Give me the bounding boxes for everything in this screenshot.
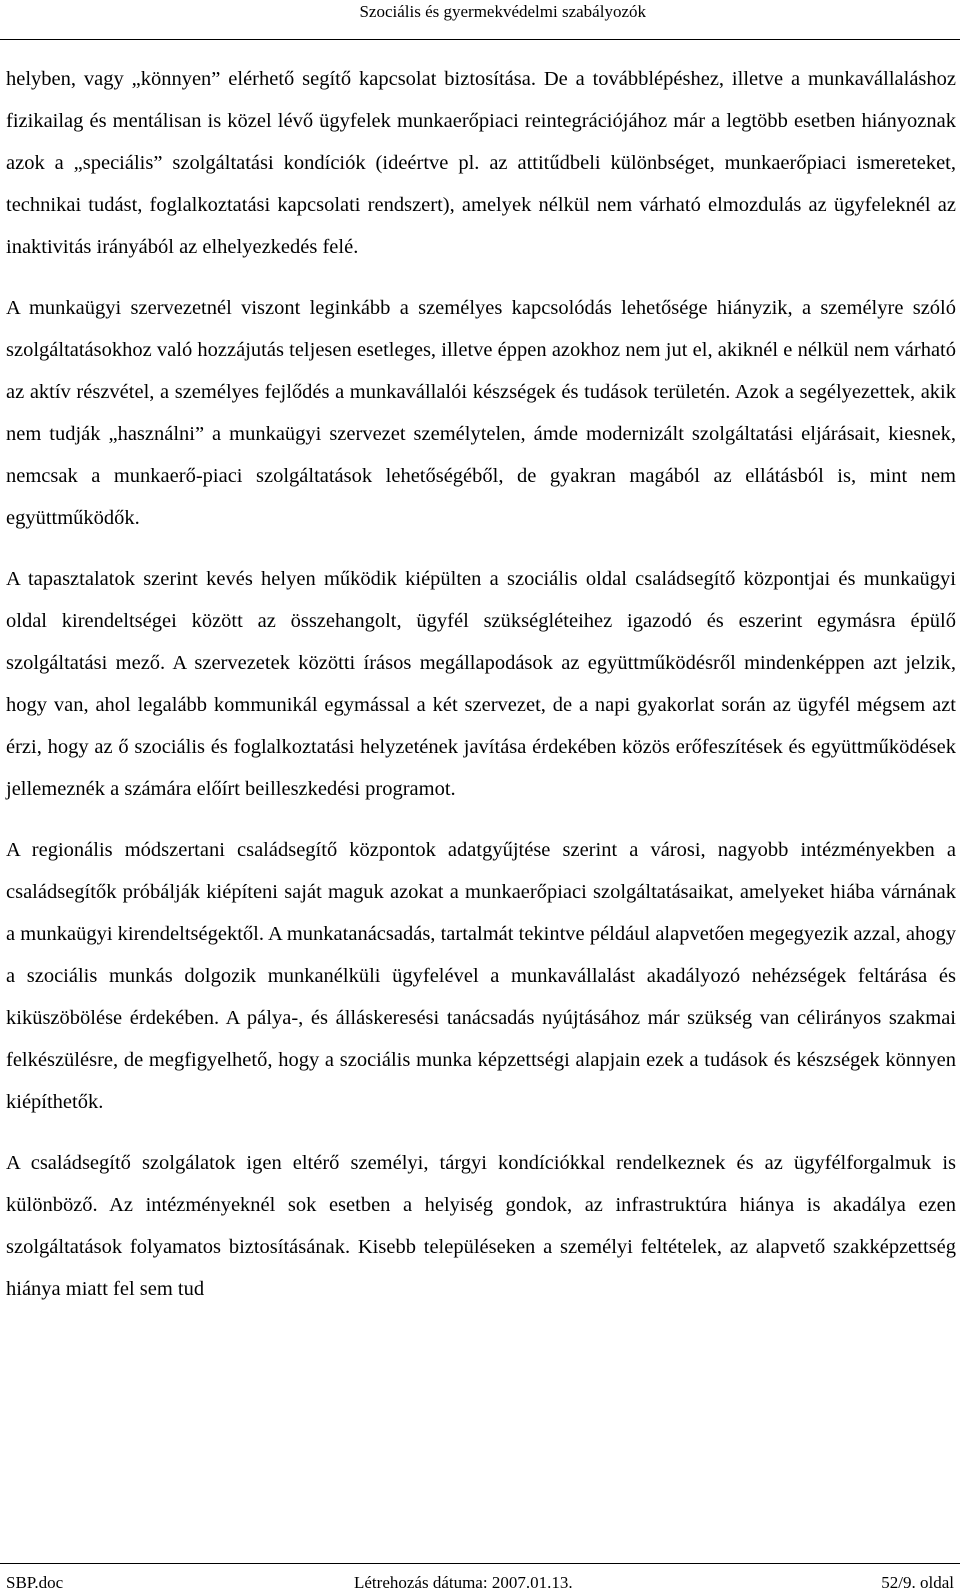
header-title: Szociális és gyermekvédelmi szabályozók (359, 2, 646, 21)
document-body (6, 58, 956, 1329)
footer-page-number: 52/9. oldal (881, 1573, 954, 1592)
paragraph: A regionális módszertani családsegítő központok adatgyűjtése szerint a városi, nagyobb intézményekben a családsegítők próbálják kiépíteni saját maguk azokat a munkaerőpiaci szolgáltatásaikat, amelyeket hiába várnának a munkaügyi kirendeltségektől. A munkatanácsadás, tartalmát tekintve például alapvetően megegyezik azzal, ahogy a szociális munkás dolgozik munkanélküli ügyfelével a munkavállalást akadályozó nehézségek feltárása és kiküszöbölése érdekében. A pálya-, és álláskeresési tanácsadás nyújtásához már szükség van célirányos szakmai felkészülésre, de megfigyelhető, hogy a szociális munka képzettségi alapjain ezek a tudások és készségek könnyen kiépíthetők. (6, 839, 956, 1113)
paragraph: A tapasztalatok szerint kevés helyen működik kiépülten a szociális oldal családsegítő központjai és munkaügyi oldal kirendeltségei között az összehangolt, ügyfél szükségléteihez igazodó és eszerint egymásra épülő szolgáltatási mező. A szervezetek közötti írásos megállapodások az együttműködésről mindenképpen azt jelzik, hogy van, ahol legalább kommunikál egymással a két szervezet, de a napi gyakorlat során az ügyfél mégsem azt érzi, hogy az ő szociális és foglalkoztatási helyzetének javítása érdekében közös erőfeszítések és együttműködések jellemeznék a számára előírt beilleszkedési programot. (6, 568, 956, 800)
footer-filename: SBP.doc (6, 1573, 64, 1592)
page-header (0, 0, 960, 40)
page-footer (0, 1563, 960, 1593)
paragraph: A munkaügyi szervezetnél viszont leginkább a személyes kapcsolódás lehetősége hiányzik, a személyre szóló szolgáltatásokhoz való hozzájutás teljesen esetleges, illetve éppen azokhoz nem jut el, akiknél e nélkül nem várható az aktív részvétel, a személyes fejlődés a munkavállalói készségek és tudások területén. Azok a segélyezettek, akik nem tudják „használni” a munkaügyi szervezet személytelen, ámde modernizált szolgáltatási eljárásait, kiesnek, nemcsak a munkaerő-piaci szolgáltatások lehetőségéből, de gyakran magából az ellátásból is, mint nem együttműködők. (6, 297, 956, 529)
footer-creation-date: Létrehozás dátuma: 2007.01.13. (354, 1573, 573, 1592)
paragraph: helyben, vagy „könnyen” elérhető segítő kapcsolat biztosítása. De a továbblépéshez, illetve a munkavállaláshoz fizikailag és mentálisan is közel lévő ügyfelek munkaerőpiaci reintegrációjához már a legtöbb esetben hiányoznak azok a „speciális” szolgáltatási kondíciók (ideértve pl. az attitűdbeli különbséget, munkaerőpiaci ismereteket, technikai tudást, foglalkoztatási kapcsolati rendszert), amelyek nélkül nem várható elmozdulás az ügyfeleknél az inaktivitás irányából az elhelyezkedés felé. (6, 68, 956, 258)
paragraph: A családsegítő szolgálatok igen eltérő személyi, tárgyi kondíciókkal rendelkeznek és az ügyfélforgalmuk is különböző. Az intézményeknél sok esetben a helyiség gondok, az infrastruktúra hiánya is akadálya ezen szolgáltatások folyamatos biztosításának. Kisebb településeken a személyi feltételek, az alapvető szakképzettség hiánya miatt fel sem tud (6, 1152, 956, 1300)
footer-divider (0, 1563, 960, 1564)
header-divider (0, 39, 960, 40)
